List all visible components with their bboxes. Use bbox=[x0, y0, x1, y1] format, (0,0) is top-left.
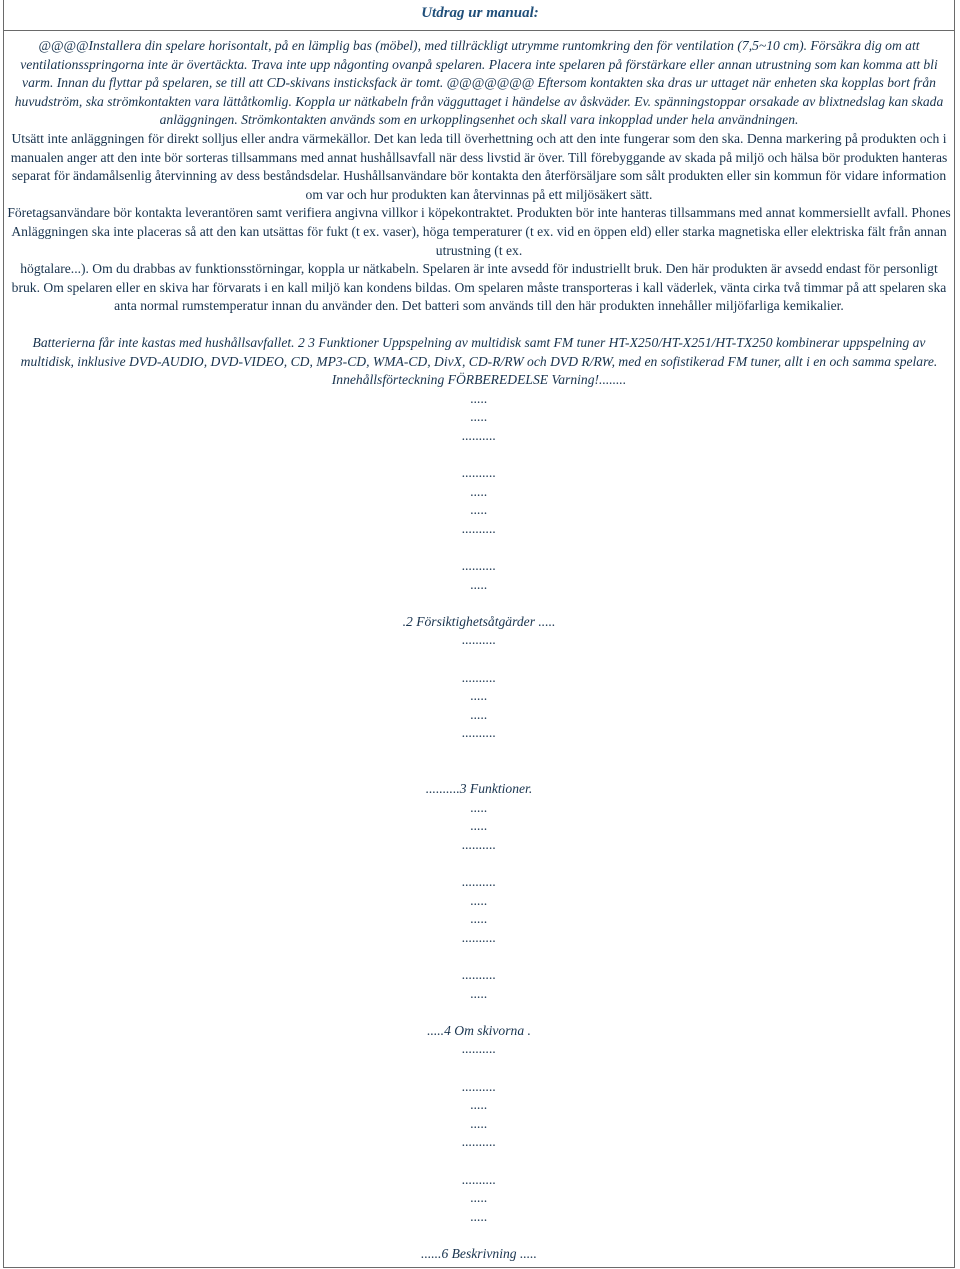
toc-line: .......... bbox=[462, 874, 496, 890]
toc-line: ..... bbox=[470, 1190, 488, 1206]
toc-line[interactable]: ..........3 Funktioner. bbox=[425, 781, 533, 797]
toc-line: ..... bbox=[470, 390, 488, 406]
toc-line bbox=[6, 948, 952, 967]
toc-line: ..... bbox=[470, 688, 488, 704]
toc-line: .......... bbox=[462, 967, 496, 983]
page-title: Utdrag ur manual: bbox=[421, 5, 539, 21]
toc-line: .......... bbox=[462, 1134, 496, 1150]
manual-excerpt bbox=[6, 37, 952, 1264]
toc-line: ..... bbox=[470, 799, 488, 815]
toc-line bbox=[6, 538, 952, 557]
toc-line: .......... bbox=[462, 836, 496, 852]
toc-line: ..... bbox=[470, 911, 488, 927]
spacer bbox=[6, 316, 952, 334]
header-divider bbox=[4, 30, 954, 31]
toc-line: ..... bbox=[470, 576, 488, 592]
toc-line bbox=[6, 445, 952, 464]
toc-line: ..... bbox=[470, 1208, 488, 1224]
toc-line: ..... bbox=[470, 1097, 488, 1113]
toc-line: .......... bbox=[462, 669, 496, 685]
toc-line bbox=[6, 650, 952, 669]
paragraph-functions: Batterierna får inte kastas med hushållsavfallet. 2 3 Funktioner Uppspelning av multidisk samt FM tuner HT-X250/HT-X251/HT-TX250 kombinerar uppspelning av multidisk, inklusive DVD-AUDIO, DVD-VIDEO, CD, MP3-CD, WMA-CD, DivX, CD-R/RW och DVD R/RW, med en sofistikerad FM tuner, allt i en och samma spelare. Innehållsförteckning FÖRBEREDELSE Varning!........ bbox=[20, 334, 938, 388]
paragraph-installation: @@@@Installera din spelare horisontalt, på en lämplig bas (möbel), med tillräckligt utrymme runtomkring den för ventilation (7,5~10 cm). Försäkra dig om att ventilationsspringorna inte är övertäckta. Trava inte upp någonting ovanpå spelaren. Placera inte spelaren på förstärkare eller annan utrustning som kan komma att bli varm. Innan du flyttar på spelaren, se till att CD-skivans insticksfack är tomt. @@@@@@@ Eftersom kontakten ska dras ur uttaget när enheten ska kopplas bort från huvudström, ska strömkontakten vara lättåtkomlig. Koppla ur nätkabeln från vägguttaget i händelse av åskväder. Ev. spänningstoppar orsakade av blixtnedslag kan skada anläggningen. Strömkontakten används som en urkopplingsenhet och skall vara inkopplad under hela användningen. bbox=[14, 38, 944, 128]
toc-line: .......... bbox=[462, 1041, 496, 1057]
toc-line: ..... bbox=[470, 892, 488, 908]
toc-line: .......... bbox=[462, 1078, 496, 1094]
toc-line: .......... bbox=[462, 427, 496, 443]
toc-line: .......... bbox=[462, 929, 496, 945]
table-of-contents bbox=[6, 390, 952, 1264]
toc-line bbox=[6, 762, 952, 781]
toc-line: ..... bbox=[470, 985, 488, 1001]
toc-line: .......... bbox=[462, 465, 496, 481]
toc-line: ..... bbox=[470, 483, 488, 499]
toc-line: .......... bbox=[462, 725, 496, 741]
toc-line bbox=[6, 855, 952, 874]
paragraph-environment: Utsätt inte anläggningen för direkt solljus eller andra värmekällor. Det kan leda till överhettning och att den inte fungerar som den ska. Denna markering på produkten och i manualen anger att den inte bör sorteras tillsammans med annat hushållsavfall när dess livstid är över. Till förebyggande av skada på miljö och hälsa bör produkten hanteras separat för ändamålsenlig återvinning av dess beståndsdelar. Hushållsanvändare bör kontakta den återförsäljare som sålt produkten eller sin kommun för vidare information om var och hur produkten kan återvinnas på ett miljösäkert sätt. bbox=[10, 130, 948, 202]
toc-line[interactable]: ......6 Beskrivning ..... bbox=[421, 1246, 537, 1261]
toc-line bbox=[6, 1003, 952, 1022]
toc-line: ..... bbox=[470, 1115, 488, 1131]
toc-line: ..... bbox=[470, 818, 488, 834]
toc-line[interactable]: .2 Försiktighetsåtgärder ..... bbox=[402, 613, 556, 629]
paragraph-business-users: Företagsanvändare bör kontakta leverantören samt verifiera angivna villkor i köpekontraktet. Produkten bör inte hanteras tillsammans med annat kommersiellt avfall. Phones Anläggningen ska inte placeras så att den kan utsättas för fukt (t ex. vaser), höga temperaturer (t ex. vid en öppen eld) eller starka magnetiska eller elektriska fält från annan utrustning (t ex. bbox=[7, 205, 951, 258]
toc-line: .......... bbox=[462, 1171, 496, 1187]
toc-line bbox=[6, 1059, 952, 1078]
toc-line: .......... bbox=[462, 558, 496, 574]
toc-line bbox=[6, 1152, 952, 1171]
toc-line bbox=[6, 1226, 952, 1245]
toc-line[interactable]: .....4 Om skivorna . bbox=[427, 1022, 531, 1038]
toc-line: .......... bbox=[462, 632, 496, 648]
toc-line: ..... bbox=[470, 409, 488, 425]
toc-line bbox=[6, 594, 952, 613]
toc-line: ..... bbox=[470, 502, 488, 518]
toc-line: ..... bbox=[470, 706, 488, 722]
toc-line: .......... bbox=[462, 520, 496, 536]
toc-line bbox=[6, 743, 952, 762]
paragraph-usage-warnings: högtalare...). Om du drabbas av funktionsstörningar, koppla ur nätkabeln. Spelaren är inte avsedd för industriellt bruk. Den här produkten är avsedd endast för personligt bruk. Om spelaren eller en skiva har förvarats i en kall miljö kan kondens bildas. Om spelaren måste transporteras i kall väderlek, vänta cirka två timmar på att spelaren ska anta normal rumstemperatur innan du använder den. Det batteri som används till den här produkten innehåller miljöfarliga kemikalier. bbox=[11, 261, 947, 314]
